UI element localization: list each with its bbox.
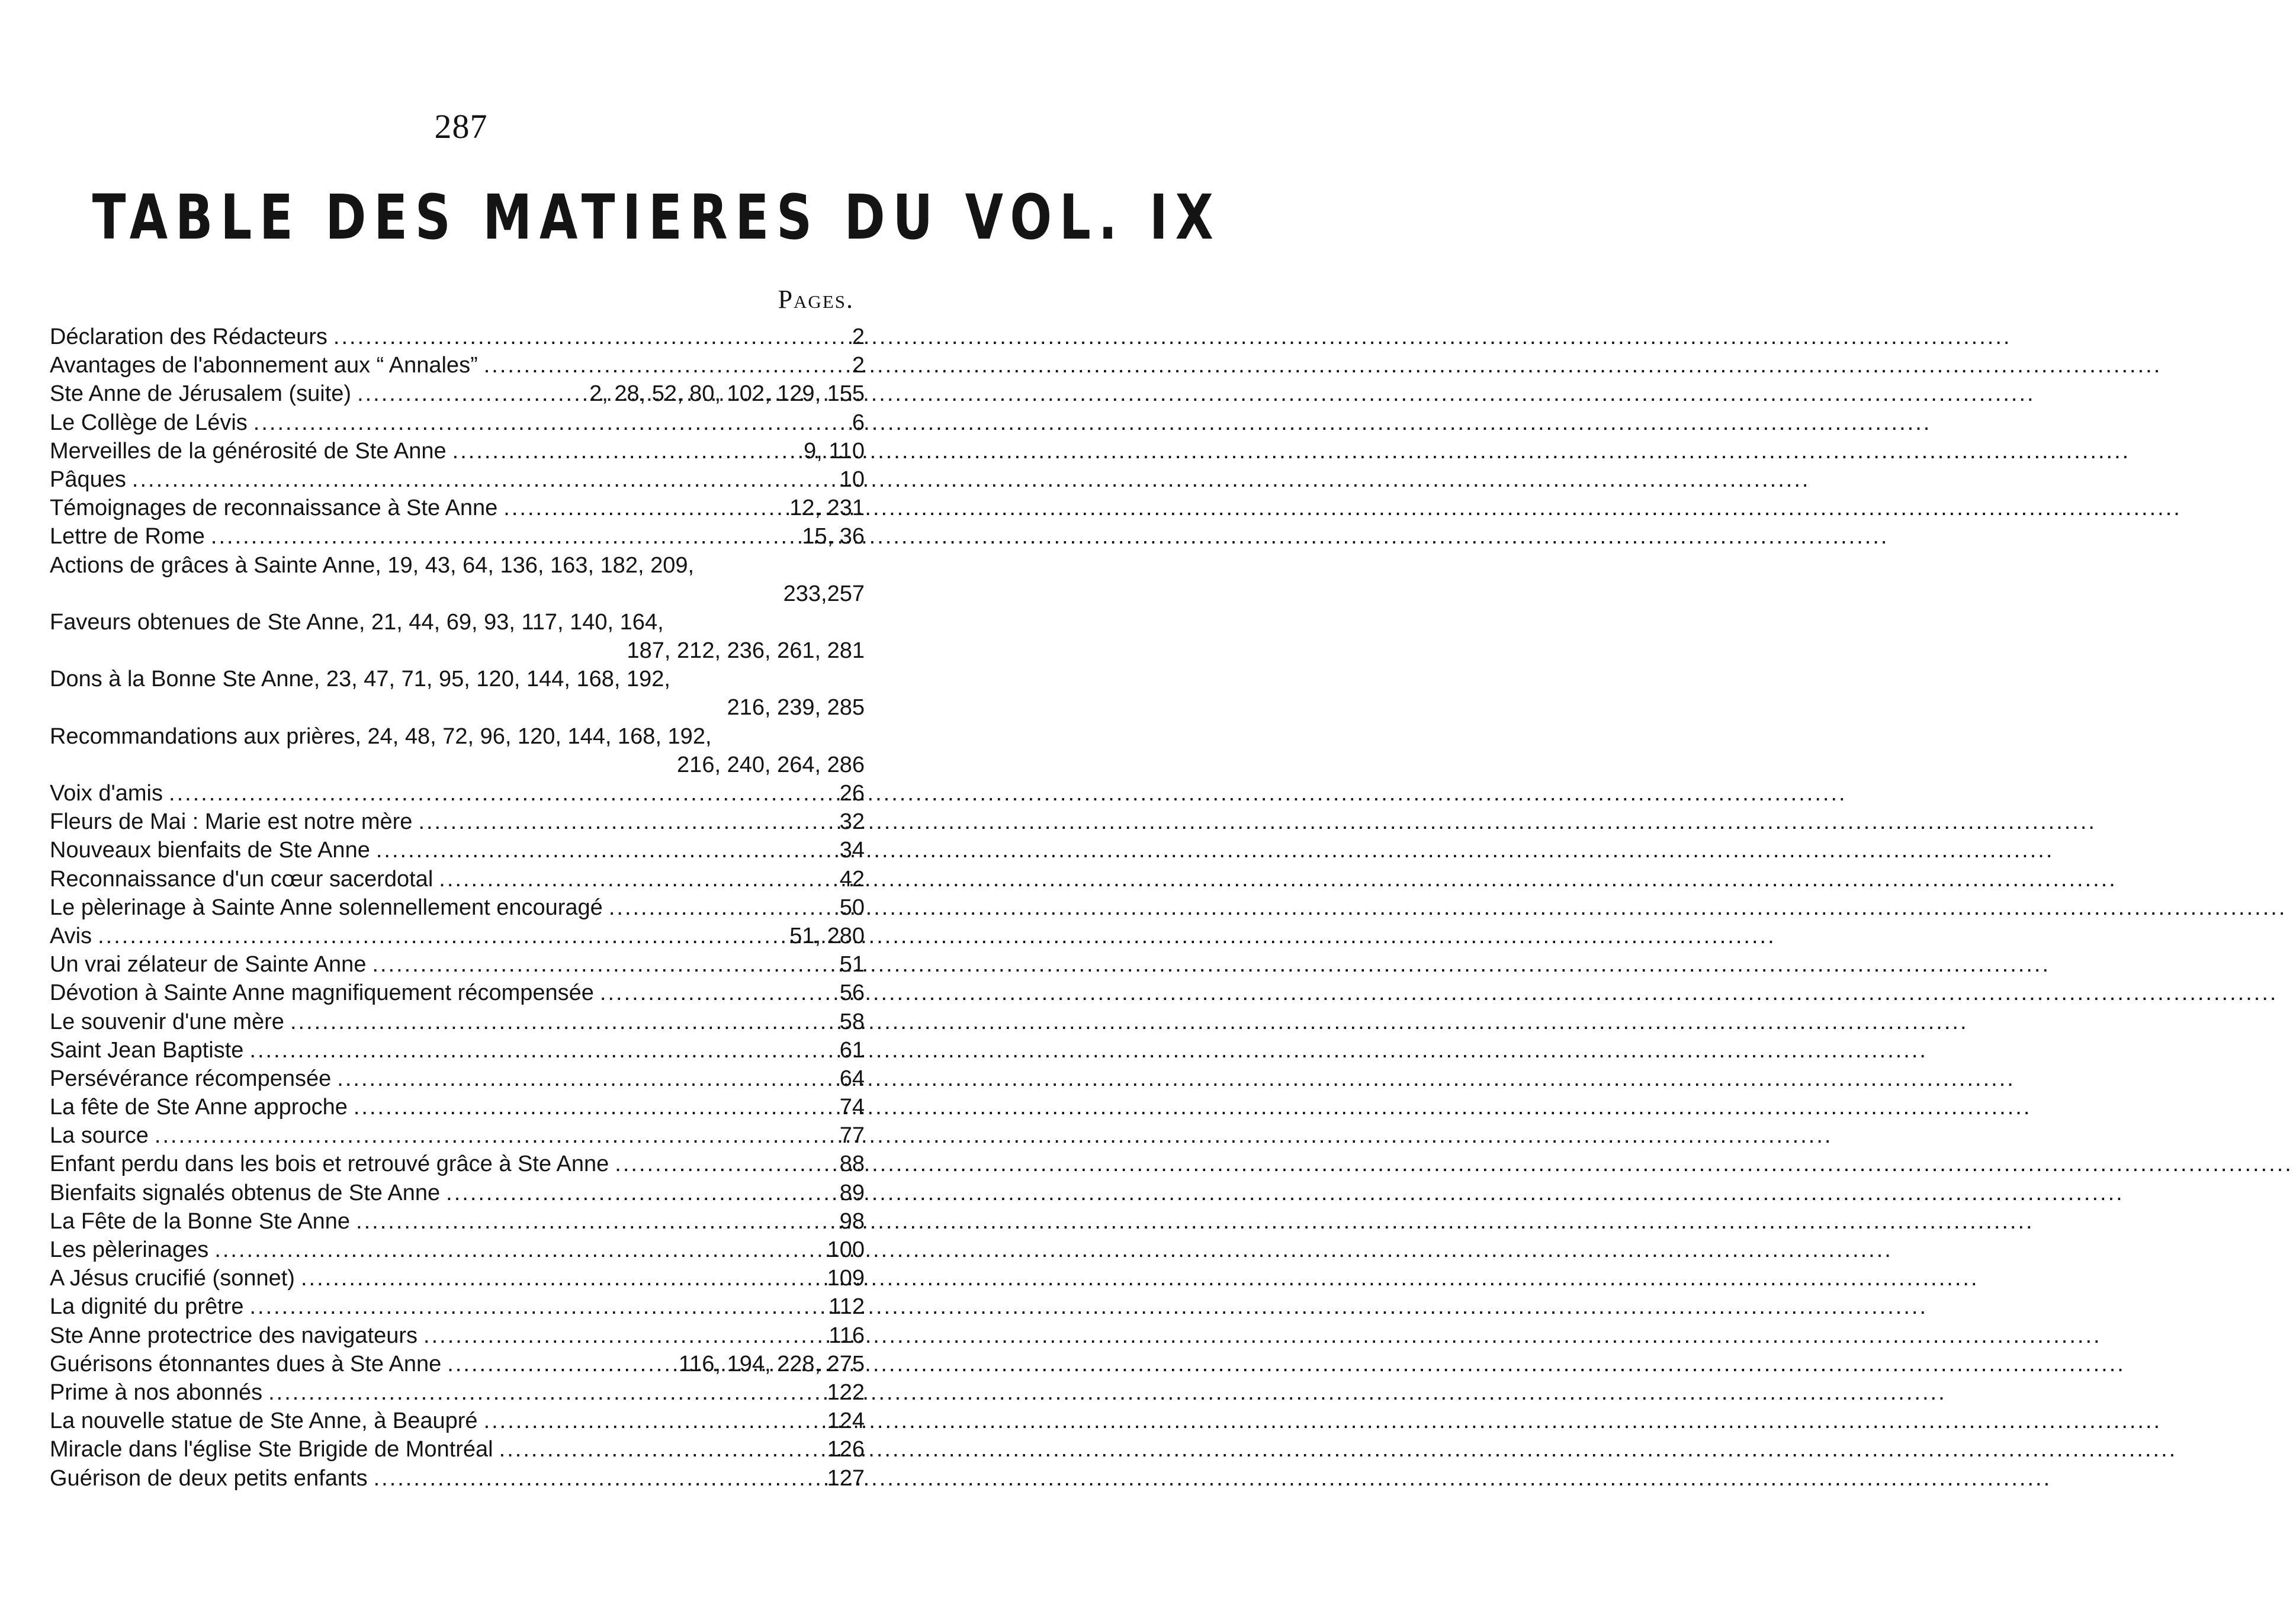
toc-entry-pages: 122 [827,1379,865,1405]
dot-leader [615,1150,833,1178]
toc-entry-pages-continued: 187, 212, 236, 261, 281 [627,638,865,664]
dot-leader [211,522,796,551]
toc-entry-title: Dévotion à Sainte Anne magnifiquement récompensée [50,980,594,1006]
toc-entry-pages: 127 [827,1465,865,1491]
toc-entry-pages: 42 [839,866,865,892]
pages-column-header: Pages. [778,285,854,314]
page-title: TABLE DES MATIERES DU VOL. IX [92,181,1221,253]
dot-leader [499,1435,821,1464]
toc-entry-pages-continued: 233,257 [783,581,865,606]
toc-entry-title: Le pèlerinage à Sainte Anne solennellement encouragé [50,895,603,920]
toc-entry [50,494,865,522]
toc-entry-title: Avis [50,923,92,948]
toc-entry-title: La dignité du prêtre [50,1294,244,1320]
dot-leader [253,409,846,437]
toc-entry-pages: 50 [839,895,865,920]
toc-entry [50,836,865,864]
toc-entry-pages-continued: 216, 239, 285 [727,695,865,721]
toc-entry-pages: 12, 231 [789,496,865,521]
toc-entry [50,380,865,408]
toc-entry-title: Pâques [50,467,126,492]
toc-entry [50,1121,865,1150]
dot-leader [484,351,846,380]
toc-entry [50,465,865,494]
toc-entry [50,608,865,636]
dot-leader [484,1407,821,1435]
toc-entry-title: Merveilles de la générosité de Ste Anne [50,438,447,464]
toc-entry-title: Témoignages de reconnaissance à Ste Anne [50,496,498,521]
toc-entry-pages: 126 [827,1437,865,1462]
toc-entry-title: La fête de Ste Anne approche [50,1095,348,1120]
toc-entry-title: Persévérance récompensée [50,1066,332,1091]
toc-entry [50,1093,865,1121]
toc-entry [50,922,865,950]
toc-entry-pages: 10 [839,467,865,492]
toc-entry-pages: 112 [828,1294,865,1320]
toc-entry-pages: 58 [839,1009,865,1034]
toc-entry [50,1350,865,1378]
dot-leader [609,893,834,922]
toc-entry [50,409,865,437]
toc-entry-pages: 100 [827,1237,865,1262]
dot-leader [249,1036,833,1065]
dot-leader [214,1236,821,1264]
toc-entry-title: Le Collège de Lévis [50,410,248,435]
toc-entry-title: Miracle dans l'église Ste Brigide de Montréal [50,1437,493,1462]
toc-entry-pages: 61 [839,1037,865,1063]
toc-entry-title: Faveurs obtenues de Ste Anne, 21, 44, 69, 93, 117, 140, 164, [50,609,664,635]
toc-entry-title: Saint Jean Baptiste [50,1037,244,1063]
toc-entry-pages-continued: 216, 240, 264, 286 [677,752,865,777]
toc-entry-pages: 116, 194, 228, 275 [678,1351,865,1377]
toc-entry-title: La source [50,1123,149,1149]
toc-entry-title: Guérisons étonnantes dues à Ste Anne [50,1351,442,1377]
toc-entry-title: Avantages de l'abonnement aux “ Annales” [50,353,478,378]
toc-entry [50,1179,865,1207]
dot-leader [372,950,833,979]
dot-leader [249,1292,823,1321]
dot-leader [132,465,834,494]
toc-entry-pages: 9, 110 [804,438,865,464]
toc-entry-title: Les pèlerinages [50,1237,209,1262]
toc-entry [50,1236,865,1264]
toc-entry [50,979,865,1007]
dot-leader [357,380,583,408]
toc-entry [50,808,865,836]
dot-leader [600,979,834,1007]
toc-entry [50,437,865,465]
toc-entry-title: Le souvenir d'une mère [50,1009,284,1034]
toc-entry [50,323,865,351]
table-of-contents [50,323,865,1493]
toc-entry [50,950,865,979]
toc-entry-pages: 109 [827,1266,865,1291]
toc-entry-pages: 74 [839,1095,865,1120]
toc-entry-pages: 2 [852,353,865,378]
toc-entry-pages: 6 [852,410,865,435]
toc-entry-pages: 2 [852,324,865,349]
toc-entry-title: Prime à nos abonnés [50,1379,263,1405]
toc-entry [50,1292,865,1321]
toc-entry [50,551,865,580]
dot-leader [503,494,783,522]
toc-entry-title: Actions de grâces à Sainte Anne, 19, 43, 64, 136, 163, 182, 209, [50,552,695,578]
toc-entry-title: Voix d'amis [50,781,163,806]
toc-entry-title: Lettre de Rome [50,524,205,549]
toc-entry-pages: 34 [839,838,865,863]
toc-entry-title: Enfant perdu dans les bois et retrouvé grâce à Ste Anne [50,1152,609,1177]
toc-entry-pages: 124 [827,1408,865,1434]
toc-entry [50,1065,865,1093]
toc-entry-title: La Fête de la Bonne Ste Anne [50,1208,351,1234]
toc-entry [50,1321,865,1350]
dot-leader [452,437,798,465]
toc-entry-pages: 32 [839,809,865,835]
dot-leader [376,836,834,864]
toc-entry [50,1464,865,1493]
toc-entry-title: Ste Anne de Jérusalem (suite) [50,381,352,407]
toc-entry-title: Déclaration des Rédacteurs [50,324,327,349]
toc-entry-pages: 116 [828,1323,865,1348]
toc-entry-title: A Jésus crucifié (sonnet) [50,1266,295,1291]
toc-entry-title: La nouvelle statue de Ste Anne, à Beaupré [50,1408,478,1434]
toc-entry-pages: 77 [839,1123,865,1149]
toc-entry-pages: 98 [839,1208,865,1234]
toc-entry-title: Reconnaissance d'un cœur sacerdotal [50,866,433,892]
toc-entry [50,665,865,693]
toc-entry-pages: 88 [839,1152,865,1177]
toc-entry-pages: 51 [839,952,865,977]
toc-entry [50,865,865,893]
toc-entry [50,1378,865,1407]
dot-leader [169,779,834,808]
toc-entry [50,893,865,922]
toc-entry [50,722,865,751]
toc-entry [50,1036,865,1065]
dot-leader [439,865,833,893]
toc-entry-pages: 2, 28, 52, 80, 102, 129, 155 [589,381,865,407]
toc-entry-title: Ste Anne protectrice des navigateurs [50,1323,418,1348]
toc-entry [50,1150,865,1178]
dot-leader [337,1065,833,1093]
dot-leader [446,1179,834,1207]
toc-entry [50,1008,865,1036]
toc-entry [50,1207,865,1236]
toc-entry-title: Bienfaits signalés obtenus de Ste Anne [50,1180,441,1205]
dot-leader [98,922,783,950]
page-number: 287 [434,107,488,146]
dot-leader [290,1008,834,1036]
toc-entry-title: Un vrai zélateur de Sainte Anne [50,952,367,977]
toc-entry-pages: 15, 36 [802,524,865,549]
dot-leader [268,1378,821,1407]
dot-leader [423,1321,823,1350]
toc-entry [50,1435,865,1464]
toc-entry [50,1407,865,1435]
toc-entry-pages: 64 [839,1066,865,1091]
toc-entry-title: Guérison de deux petits enfants [50,1465,368,1491]
dot-leader [418,808,833,836]
dot-leader [301,1264,821,1292]
dot-leader [333,323,846,351]
dot-leader [447,1350,673,1378]
toc-entry-pages: 51, 280 [789,923,865,948]
dot-leader [356,1207,834,1236]
dot-leader [374,1464,821,1493]
dot-leader [155,1121,834,1150]
toc-entry-pages: 56 [839,980,865,1006]
toc-entry-title: Dons à la Bonne Ste Anne, 23, 47, 71, 95, 120, 144, 168, 192, [50,667,670,692]
toc-entry-title: Nouveaux bienfaits de Ste Anne [50,838,370,863]
dot-leader [354,1093,834,1121]
toc-entry-pages: 89 [839,1180,865,1205]
toc-entry [50,779,865,808]
toc-entry-title: Fleurs de Mai : Marie est notre mère [50,809,413,835]
toc-entry-pages: 26 [839,781,865,806]
toc-entry [50,1264,865,1292]
toc-entry [50,351,865,380]
toc-entry-title: Recommandations aux prières, 24, 48, 72, 96, 120, 144, 168, 192, [50,723,712,749]
toc-entry [50,522,865,551]
